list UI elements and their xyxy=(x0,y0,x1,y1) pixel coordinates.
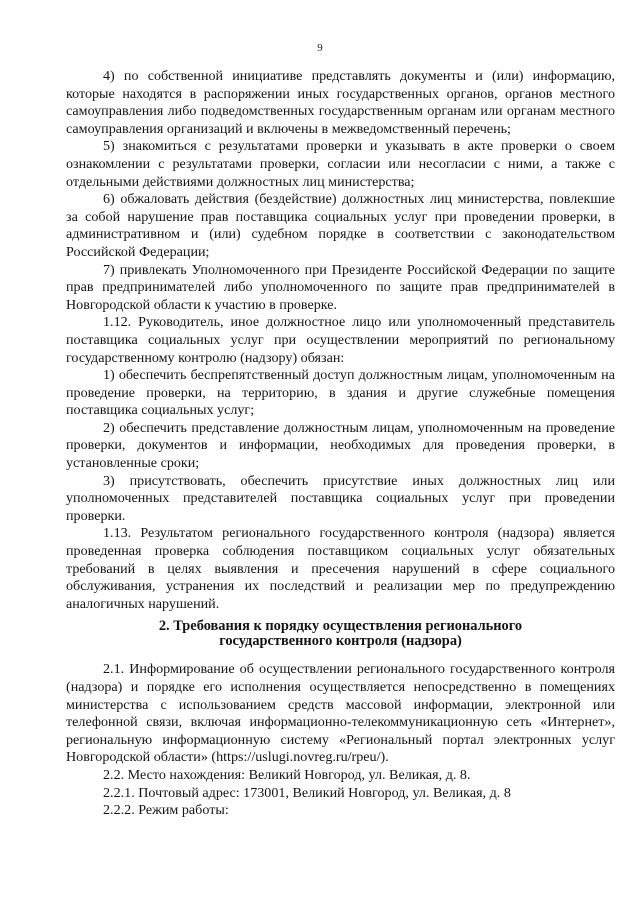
document-body xyxy=(66,68,615,820)
paragraph-duty-3: 3) присутствовать, обеспечить присутствие иных должностных лиц или уполномоченных представителей поставщика социальных услуг при проведении проверки. xyxy=(66,472,615,524)
paragraph-duty-2: 2) обеспечить представление должностным лицам, уполномоченным на проведение проверки, документов и информации, необходимых для проведения проверки, в установленные сроки; xyxy=(66,419,615,472)
paragraph-duty-1: 1) обеспечить беспрепятственный доступ должностным лицам, уполномоченным на проведение проверки, на территорию, в здания и другие служебные помещения поставщика социальных услуг; xyxy=(66,367,615,419)
paragraph-item-6: 6) обжаловать действия (бездействие) должностных лиц министерства, повлекшие за собой нарушение прав поставщика социальных услуг при проведении проверки, в административном и (или) судебном порядке в соответствии с законодательством Российской Федерации; xyxy=(66,191,615,260)
paragraph-1-12: 1.12. Руководитель, иное должностное лицо или уполномоченный представитель поставщика социальных услуг при осуществлении мероприятий по региональному государственному контролю (надзору) обязан: xyxy=(66,314,615,366)
paragraph-item-7: 7) привлекать Уполномоченного при Президенте Российской Федерации по защите прав предпринимателей либо уполномоченного по защите прав предпринимателей в Новгородской области к участию в проверке. xyxy=(66,261,615,313)
paragraph-1-13: 1.13. Результатом регионального государственного контроля (надзора) является проведенная проверка соблюдения поставщиком социальных услуг обязательных требований в целях выявления и пресечения нарушений в сфере социального обслуживания, устранения их последствий и реализации мер по предупреждению аналогичных нарушений. xyxy=(66,525,615,612)
paragraph-2-1: 2.1. Информирование об осуществлении регионального государственного контроля (надзора) и порядке его исполнения осуществляется непосредственно в помещениях министерства с использованием средств массовой информации, электронной или телефонной связи, включая информационно-телекоммуникационную сеть «Интернет», региональную информационную систему «Региональный портал электронных услуг Новгородской области» (https://uslugi.novreg.ru/rpeu/). xyxy=(66,661,615,766)
section-heading-line-1: 2. Требования к порядку осуществления регионального xyxy=(158,618,523,635)
paragraph-2-2-1: 2.2.1. Почтовый адрес: 173001, Великий Новгород, ул. Великая, д. 8 xyxy=(103,784,511,801)
section-heading-line-2: государственного контроля (надзора) xyxy=(219,633,462,650)
section-heading xyxy=(66,619,615,649)
page-number: 9 xyxy=(317,42,323,54)
paragraph-item-5: 5) знакомиться с результатами проверки и указывать в акте проверки о своем ознакомлении с результатами проверки, согласии или несогласии с ними, а также с отдельными действиями должностных лиц министерства; xyxy=(66,138,615,190)
paragraph-2-2-2: 2.2.2. Режим работы: xyxy=(103,802,229,819)
paragraph-item-4: 4) по собственной инициативе представлять документы и (или) информацию, которые находятся в распоряжении иных государственных органов, органов местного самоуправления либо подведомственных государственным органам или органам местного самоуправления организаций и включены в межведомственный перечень; xyxy=(66,68,615,137)
paragraph-2-2: 2.2. Место нахождения: Великий Новгород, ул. Великая, д. 8. xyxy=(103,766,471,783)
